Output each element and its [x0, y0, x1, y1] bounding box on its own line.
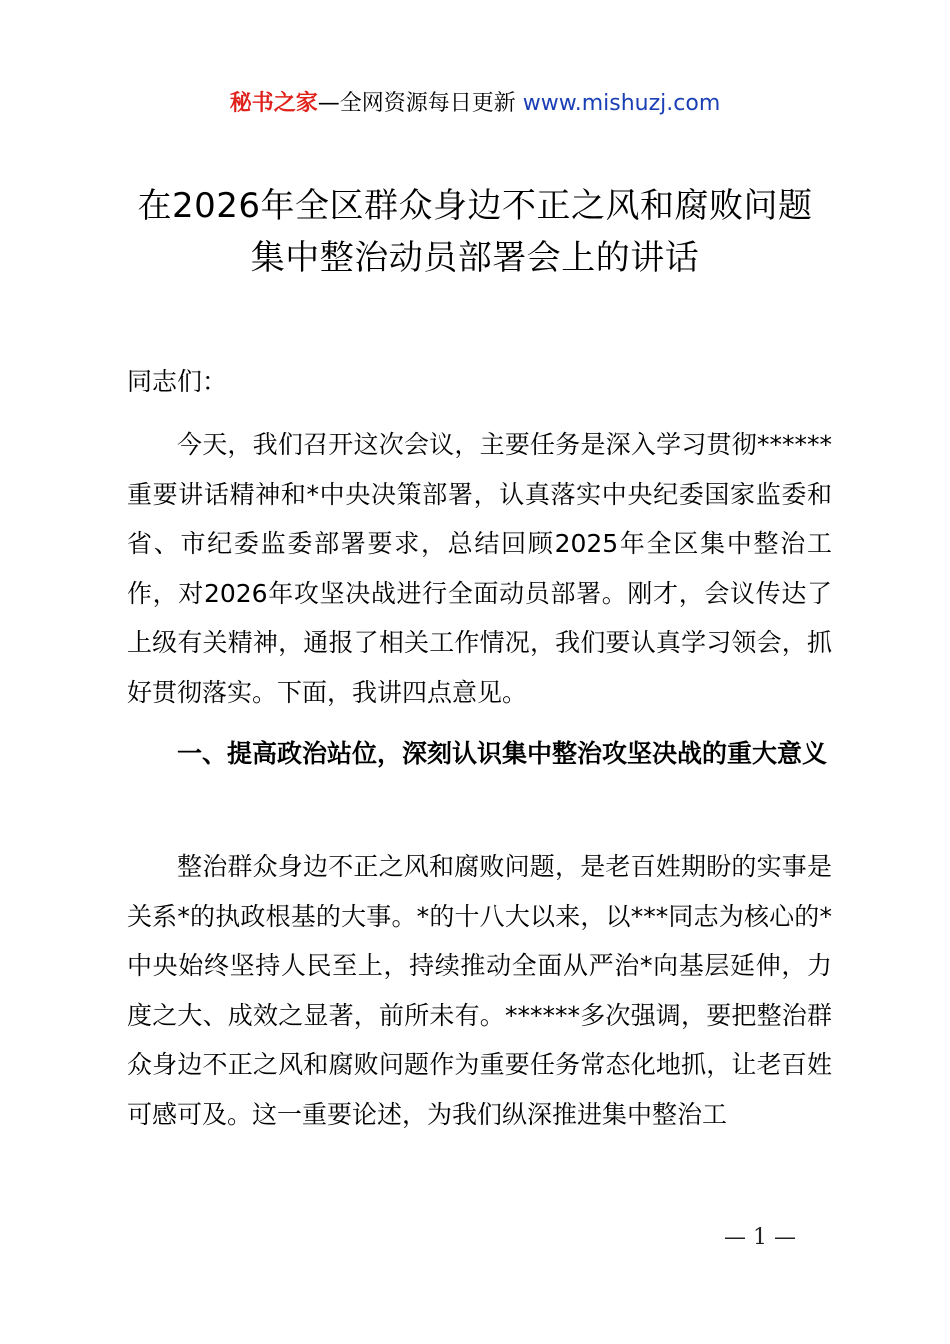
title-line-2: 集中整治动员部署会上的讲话: [250, 238, 700, 278]
page-number: — 1 —: [724, 1225, 796, 1250]
paragraph-section-1: 整治群众身边不正之风和腐败问题，是老百姓期盼的实事是关系*的执政根基的大事。*的十八大以来，以***同志为核心的*中央始终坚持人民至上，持续推动全面从严治*向基层延伸，力度之大、成效之显著，前所未有。******多次强调，要把整治群众身边不正之风和腐败问题作为重要任务常态化地抓，让老百姓可感可及。这一重要论述，为我们纵深推进集中整治工: [127, 852, 832, 1129]
brand-name: 秘书之家: [229, 91, 318, 116]
site-url-link[interactable]: www.mishuzj.com: [522, 91, 721, 116]
header-tagline: —全网资源每日更新: [317, 91, 523, 116]
site-header: [0, 88, 950, 120]
paragraph-intro: 今天，我们召开这次会议，主要任务是深入学习贯彻******重要讲话精神和*中央决策部署，认真落实中央纪委国家监委和省、市纪委监委部署要求，总结回顾2025年全区集中整治工作，对2026年攻坚决战进行全面动员部署。刚才，会议传达了上级有关精神，通报了相关工作情况，我们要认真学习领会，抓好贯彻落实。下面，我讲四点意见。: [127, 430, 832, 707]
section-heading-1: 一、提高政治站位，深刻认识集中整治攻坚决战的重大意义: [177, 739, 828, 768]
title-line-1: 在2026年全区群众身边不正之风和腐败问题: [137, 186, 813, 226]
document-title: [60, 180, 890, 284]
salutation: 同志们：: [127, 367, 228, 396]
